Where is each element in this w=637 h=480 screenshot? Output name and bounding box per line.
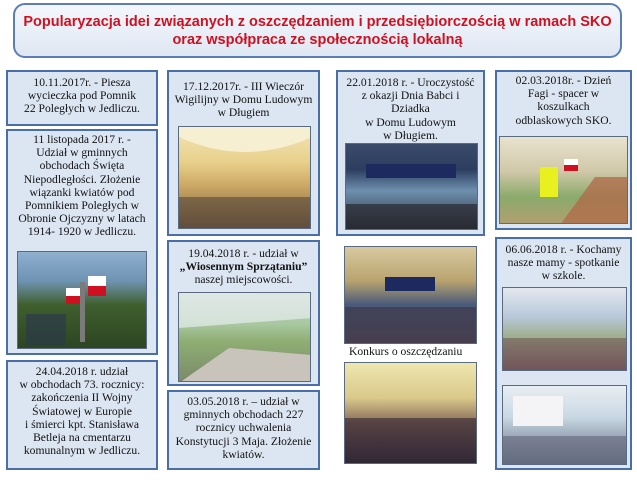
hall-illustration [179,127,311,229]
flags-illustration [18,252,147,349]
event-card-independence-day [6,129,158,355]
page-title [13,3,622,58]
konkurs-photo-1 [344,246,477,344]
classroom-illustration [345,247,477,344]
kids-illustration [503,288,627,371]
stage-illustration [346,144,478,230]
event-card-constitution-day [167,390,320,470]
konkurs-photo-2 [344,362,477,464]
event-text: 06.06.2018 r. - Kochamy nasze mamy - spotkanie w szkole. [505,243,622,283]
event-text: 19.04.2018 r. - udział w „Wiosennym Sprzątaniu” naszej miejscowości. [179,247,308,287]
event-text: 03.05.2018 r. – udział w gminnych obchodach 227 rocznicy uchwalenia Konstytucji 3 Maja. Złożenie kwiatów. [175,395,312,461]
mamy-photo-2 [502,385,627,465]
sprzatanie-photo [178,292,311,382]
wigilia-photo [178,126,311,229]
event-card-pomnik-walk [6,70,158,126]
event-card-christmas-eve [167,70,320,236]
event-card-grandparents-day [336,70,485,236]
dzien-babci-photo [345,143,478,230]
walk-illustration [500,137,628,224]
event-text: 10.11.2017r. - Piesza wycieczka pod Pomnik 22 Poległych w Jedliczu. [24,76,140,116]
event-text: 02.03.2018r. - Dzień Fagi - spacer w koszulkach odblaskowych SKO. [515,74,612,127]
event-card-ww2-anniversary [6,360,158,470]
mamy-photo-1 [502,287,627,371]
event-text: 24.04.2018 r. udział w obchodach 73. rocznicy: zakończenia II Wojny Światowej w Europie i śmierci kpt. Stanisława Betleja na cmentarzu komunalnym w Jedliczu. [19,365,145,458]
konkurs-label: Konkurs o oszczędzaniu [349,345,463,358]
event-card-fagi-day [495,70,632,230]
event-card-spring-cleaning [167,240,320,386]
event-card-mothers-day [495,237,632,470]
dzien-fagi-photo [499,136,628,224]
performance-illustration [503,386,627,465]
event-text: 22.01.2018 r. - Uroczystość z okazji Dnia Babci i Dziadka w Domu Ludowym w Długiem. [346,76,475,142]
pomnik-photo [17,251,147,349]
title-line-1: Popularyzacja idei związanych z oszczędzaniem i przedsiębiorczością w ramach SKO [23,13,612,30]
event-text: 11 listopada 2017 r. - Udział w gminnych obchodach Święta Niepodległości. Złożenie wiązanki kwiatów pod Pomnikiem Poległych w Obronie Ojczyzny w latach 1914- 1920 w Jedliczu. [18,133,146,239]
title-line-2: oraz współpraca ze społecznością lokalną [172,31,463,48]
event-text: 17.12.2017r. - III Wieczór Wigilijny w Domu Ludowym w Długiem [174,80,313,120]
road-illustration [179,293,311,382]
audience-illustration [345,363,477,464]
